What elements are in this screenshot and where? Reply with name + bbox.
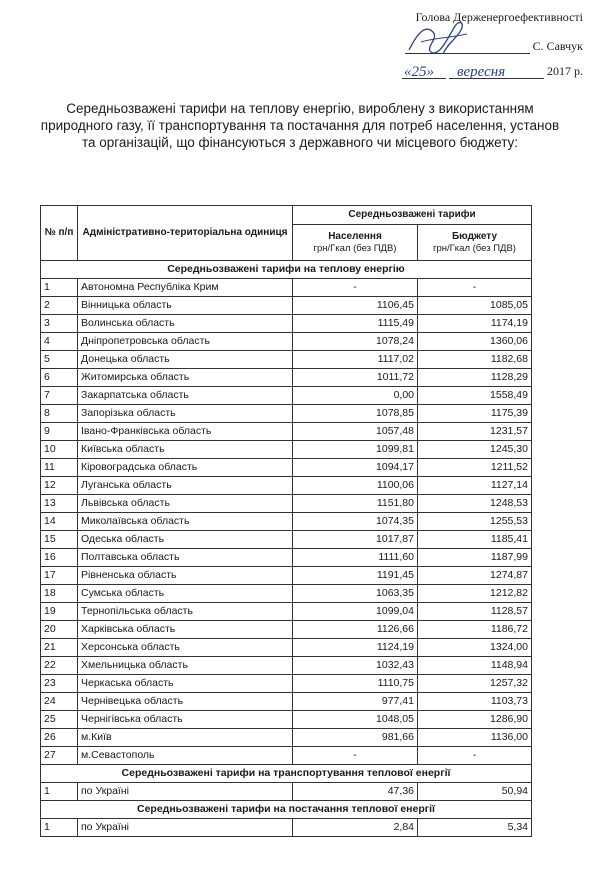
row-budget-tariff: 1128,29 bbox=[418, 369, 532, 387]
row-number: 1 bbox=[41, 819, 78, 837]
section-header-row bbox=[41, 765, 532, 783]
approver-title: Голова Держенергоефективності bbox=[415, 10, 583, 24]
row-budget-tariff: 1136,00 bbox=[418, 729, 532, 747]
col-header-budget bbox=[418, 225, 532, 261]
row-population-tariff: 47,36 bbox=[293, 783, 418, 801]
table-row bbox=[41, 747, 532, 765]
budget-unit: грн/Гкал (без ПДВ) bbox=[433, 242, 516, 254]
row-population-tariff: 1115,49 bbox=[293, 315, 418, 333]
table-row bbox=[41, 531, 532, 549]
row-number: 20 bbox=[41, 621, 78, 639]
row-budget-tariff: 50,94 bbox=[418, 783, 532, 801]
row-unit-name: Харківська область bbox=[78, 621, 293, 639]
row-budget-tariff: 1286,90 bbox=[418, 711, 532, 729]
row-budget-tariff: 1231,57 bbox=[418, 423, 532, 441]
row-number: 22 bbox=[41, 657, 78, 675]
row-number: 14 bbox=[41, 513, 78, 531]
table-row bbox=[41, 333, 532, 351]
row-population-tariff: - bbox=[293, 747, 418, 765]
date-day-field bbox=[402, 64, 446, 80]
document-title: Середньозважені тарифи на теплову енергію, вироблену з використанням природного газу, її транспортування та постачання для потреб населення, установ та організацій, що фінансуються з державного чи місцевого бюджету: bbox=[40, 101, 560, 150]
row-budget-tariff: 1175,39 bbox=[418, 405, 532, 423]
row-unit-name: м.Севастополь bbox=[78, 747, 293, 765]
row-unit-name: Чернігівська область bbox=[78, 711, 293, 729]
row-unit-name: Донецька область bbox=[78, 351, 293, 369]
approval-date-row bbox=[402, 64, 583, 79]
row-unit-name: Запорізька область bbox=[78, 405, 293, 423]
row-budget-tariff: 1212,82 bbox=[418, 585, 532, 603]
row-population-tariff: 977,41 bbox=[293, 693, 418, 711]
section-header-row bbox=[41, 261, 532, 279]
section-header-row bbox=[41, 801, 532, 819]
row-budget-tariff: 1182,68 bbox=[418, 351, 532, 369]
row-population-tariff: 1099,81 bbox=[293, 441, 418, 459]
table-row bbox=[41, 513, 532, 531]
section-title: Середньозважені тарифи на теплову енергію bbox=[41, 261, 532, 279]
table-row bbox=[41, 657, 532, 675]
row-number: 10 bbox=[41, 441, 78, 459]
row-population-tariff: 0,00 bbox=[293, 387, 418, 405]
row-population-tariff: 1099,04 bbox=[293, 603, 418, 621]
row-number: 2 bbox=[41, 297, 78, 315]
row-population-tariff: 1117,02 bbox=[293, 351, 418, 369]
table-row bbox=[41, 279, 532, 297]
row-population-tariff: 1074,35 bbox=[293, 513, 418, 531]
row-budget-tariff: 1127,14 bbox=[418, 477, 532, 495]
section-title: Середньозважені тарифи на транспортування теплової енергії bbox=[41, 765, 532, 783]
row-population-tariff: 1017,87 bbox=[293, 531, 418, 549]
table-row bbox=[41, 693, 532, 711]
row-unit-name: Одеська область bbox=[78, 531, 293, 549]
budget-title: Бюджету bbox=[451, 230, 498, 242]
row-budget-tariff: 1324,00 bbox=[418, 639, 532, 657]
approver-name: С. Савчук bbox=[532, 39, 583, 53]
row-population-tariff: 1078,24 bbox=[293, 333, 418, 351]
row-population-tariff: 1011,72 bbox=[293, 369, 418, 387]
row-number: 26 bbox=[41, 729, 78, 747]
table-row bbox=[41, 459, 532, 477]
row-budget-tariff: 1148,94 bbox=[418, 657, 532, 675]
date-month-field bbox=[449, 64, 544, 80]
row-number: 21 bbox=[41, 639, 78, 657]
row-budget-tariff: 1255,53 bbox=[418, 513, 532, 531]
signature bbox=[403, 14, 473, 62]
row-unit-name: Черкаська область bbox=[78, 675, 293, 693]
row-number: 3 bbox=[41, 315, 78, 333]
row-unit-name: по Україні bbox=[78, 819, 293, 837]
col-header-tariffs: Середньозважені тарифи bbox=[293, 206, 532, 225]
row-unit-name: Закарпатська область bbox=[78, 387, 293, 405]
row-population-tariff: 1100,06 bbox=[293, 477, 418, 495]
row-number: 15 bbox=[41, 531, 78, 549]
row-number: 6 bbox=[41, 369, 78, 387]
row-unit-name: Сумська область bbox=[78, 585, 293, 603]
row-budget-tariff: 1174,19 bbox=[418, 315, 532, 333]
row-unit-name: Кіровоградська область bbox=[78, 459, 293, 477]
row-unit-name: по Україні bbox=[78, 783, 293, 801]
row-unit-name: Херсонська область bbox=[78, 639, 293, 657]
population-title: Населення bbox=[328, 230, 382, 242]
table-row bbox=[41, 315, 532, 333]
row-unit-name: Київська область bbox=[78, 441, 293, 459]
row-budget-tariff: 1085,05 bbox=[418, 297, 532, 315]
table-row bbox=[41, 477, 532, 495]
table-row bbox=[41, 495, 532, 513]
date-day: «25» bbox=[404, 64, 434, 80]
row-budget-tariff: 1245,30 bbox=[418, 441, 532, 459]
row-number: 4 bbox=[41, 333, 78, 351]
row-number: 9 bbox=[41, 423, 78, 441]
row-population-tariff: - bbox=[293, 279, 418, 297]
row-population-tariff: 1094,17 bbox=[293, 459, 418, 477]
table-row bbox=[41, 675, 532, 693]
table-row bbox=[41, 621, 532, 639]
row-number: 1 bbox=[41, 279, 78, 297]
row-unit-name: Луганська область bbox=[78, 477, 293, 495]
row-budget-tariff: - bbox=[418, 747, 532, 765]
row-budget-tariff: 1186,72 bbox=[418, 621, 532, 639]
date-month: вересня bbox=[457, 64, 506, 80]
row-budget-tariff: 1274,87 bbox=[418, 567, 532, 585]
table-row bbox=[41, 783, 532, 801]
row-unit-name: Чернівецька область bbox=[78, 693, 293, 711]
row-population-tariff: 1057,48 bbox=[293, 423, 418, 441]
table-row bbox=[41, 423, 532, 441]
row-budget-tariff: 1185,41 bbox=[418, 531, 532, 549]
row-number: 16 bbox=[41, 549, 78, 567]
row-budget-tariff: 1103,73 bbox=[418, 693, 532, 711]
col-header-unit: Адміністративно-територіальна одиниця bbox=[78, 206, 293, 261]
row-number: 23 bbox=[41, 675, 78, 693]
row-number: 17 bbox=[41, 567, 78, 585]
row-number: 24 bbox=[41, 693, 78, 711]
row-budget-tariff: 1360,06 bbox=[418, 333, 532, 351]
row-number: 27 bbox=[41, 747, 78, 765]
row-number: 8 bbox=[41, 405, 78, 423]
table-row bbox=[41, 441, 532, 459]
row-number: 7 bbox=[41, 387, 78, 405]
row-unit-name: Волинська область bbox=[78, 315, 293, 333]
row-unit-name: Львівська область bbox=[78, 495, 293, 513]
table-row bbox=[41, 351, 532, 369]
row-unit-name: м.Київ bbox=[78, 729, 293, 747]
row-population-tariff: 2,84 bbox=[293, 819, 418, 837]
table-row bbox=[41, 549, 532, 567]
table-row bbox=[41, 711, 532, 729]
table-row bbox=[41, 387, 532, 405]
row-population-tariff: 1126,66 bbox=[293, 621, 418, 639]
row-number: 1 bbox=[41, 783, 78, 801]
row-population-tariff: 1124,19 bbox=[293, 639, 418, 657]
row-number: 11 bbox=[41, 459, 78, 477]
row-number: 18 bbox=[41, 585, 78, 603]
table-row bbox=[41, 567, 532, 585]
row-budget-tariff: 1248,53 bbox=[418, 495, 532, 513]
col-header-number: № п/п bbox=[41, 206, 78, 261]
table-row bbox=[41, 585, 532, 603]
row-budget-tariff: - bbox=[418, 279, 532, 297]
row-unit-name: Миколаївська область bbox=[78, 513, 293, 531]
date-year: 2017 р. bbox=[547, 64, 583, 78]
row-budget-tariff: 1187,99 bbox=[418, 549, 532, 567]
row-budget-tariff: 1211,52 bbox=[418, 459, 532, 477]
row-number: 12 bbox=[41, 477, 78, 495]
table-row bbox=[41, 639, 532, 657]
tariff-table bbox=[40, 205, 532, 837]
table-row bbox=[41, 405, 532, 423]
row-budget-tariff: 5,34 bbox=[418, 819, 532, 837]
row-unit-name: Полтавська область bbox=[78, 549, 293, 567]
population-unit: грн/Гкал (без ПДВ) bbox=[313, 242, 397, 254]
row-number: 5 bbox=[41, 351, 78, 369]
row-population-tariff: 1106,45 bbox=[293, 297, 418, 315]
row-budget-tariff: 1558,49 bbox=[418, 387, 532, 405]
row-population-tariff: 1032,43 bbox=[293, 657, 418, 675]
row-budget-tariff: 1128,57 bbox=[418, 603, 532, 621]
row-number: 13 bbox=[41, 495, 78, 513]
row-number: 19 bbox=[41, 603, 78, 621]
col-header-population bbox=[293, 225, 418, 261]
row-population-tariff: 1063,35 bbox=[293, 585, 418, 603]
table-row bbox=[41, 819, 532, 837]
row-unit-name: Тернопільська область bbox=[78, 603, 293, 621]
row-unit-name: Івано-Франківська область bbox=[78, 423, 293, 441]
row-population-tariff: 981,66 bbox=[293, 729, 418, 747]
row-population-tariff: 1078,85 bbox=[293, 405, 418, 423]
row-unit-name: Рівненська область bbox=[78, 567, 293, 585]
row-population-tariff: 1048,05 bbox=[293, 711, 418, 729]
row-population-tariff: 1111,60 bbox=[293, 549, 418, 567]
table-row bbox=[41, 603, 532, 621]
table-row bbox=[41, 297, 532, 315]
row-population-tariff: 1191,45 bbox=[293, 567, 418, 585]
row-unit-name: Хмельницька область bbox=[78, 657, 293, 675]
row-unit-name: Житомирська область bbox=[78, 369, 293, 387]
section-title: Середньозважені тарифи на постачання теплової енергії bbox=[41, 801, 532, 819]
table-body bbox=[41, 261, 532, 837]
table-row bbox=[41, 729, 532, 747]
row-population-tariff: 1110,75 bbox=[293, 675, 418, 693]
row-number: 25 bbox=[41, 711, 78, 729]
row-unit-name: Вінницька область bbox=[78, 297, 293, 315]
row-unit-name: Дніпропетровська область bbox=[78, 333, 293, 351]
table-row bbox=[41, 369, 532, 387]
row-budget-tariff: 1257,32 bbox=[418, 675, 532, 693]
row-unit-name: Автономна Республіка Крим bbox=[78, 279, 293, 297]
row-population-tariff: 1151,80 bbox=[293, 495, 418, 513]
